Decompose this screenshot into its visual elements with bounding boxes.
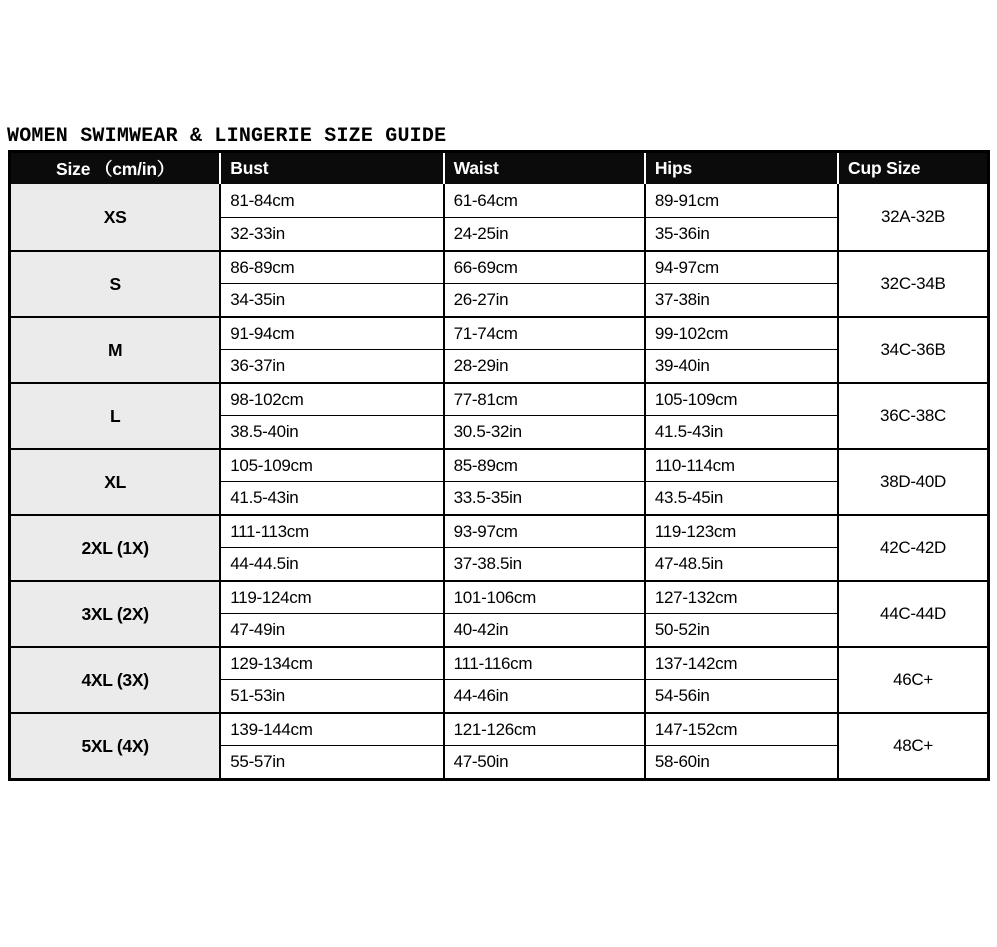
waist-in-cell: 40-42in <box>443 613 644 646</box>
bust-cm-cell: 91-94cm <box>219 316 442 349</box>
size-label-cell: 5XL (4X) <box>11 712 219 778</box>
waist-in-cell: 28-29in <box>443 349 644 382</box>
hips-cm-cell: 110-114cm <box>644 448 837 481</box>
header-row <box>11 153 987 184</box>
bust-in-cell: 47-49in <box>219 613 442 646</box>
size-label-cell: 4XL (3X) <box>11 646 219 712</box>
cup-size-cell: 46C+ <box>837 646 987 712</box>
size-label-cell: XS <box>11 184 219 250</box>
bust-cm-cell: 129-134cm <box>219 646 442 679</box>
hips-in-cell: 58-60in <box>644 745 837 778</box>
waist-cm-cell: 85-89cm <box>443 448 644 481</box>
bust-in-cell: 38.5-40in <box>219 415 442 448</box>
hips-cm-cell: 94-97cm <box>644 250 837 283</box>
cup-size-cell: 34C-36B <box>837 316 987 382</box>
size-guide-body <box>11 184 987 778</box>
hips-in-cell: 39-40in <box>644 349 837 382</box>
size-label-cell: L <box>11 382 219 448</box>
hips-in-cell: 43.5-45in <box>644 481 837 514</box>
size-row-cm <box>11 250 987 283</box>
hips-in-cell: 37-38in <box>644 283 837 316</box>
cup-size-cell: 36C-38C <box>837 382 987 448</box>
column-header-size: Size （cm/in） <box>11 153 219 184</box>
size-label-cell: M <box>11 316 219 382</box>
size-row-cm <box>11 316 987 349</box>
bust-in-cell: 36-37in <box>219 349 442 382</box>
waist-cm-cell: 101-106cm <box>443 580 644 613</box>
hips-cm-cell: 99-102cm <box>644 316 837 349</box>
size-row-cm <box>11 382 987 415</box>
bust-cm-cell: 119-124cm <box>219 580 442 613</box>
bust-in-cell: 32-33in <box>219 217 442 250</box>
bust-cm-cell: 81-84cm <box>219 184 442 217</box>
cup-size-cell: 38D-40D <box>837 448 987 514</box>
cup-size-cell: 32C-34B <box>837 250 987 316</box>
waist-cm-cell: 77-81cm <box>443 382 644 415</box>
bust-in-cell: 34-35in <box>219 283 442 316</box>
waist-in-cell: 37-38.5in <box>443 547 644 580</box>
cup-size-cell: 44C-44D <box>837 580 987 646</box>
bust-in-cell: 41.5-43in <box>219 481 442 514</box>
size-guide-table <box>8 150 990 781</box>
bust-in-cell: 51-53in <box>219 679 442 712</box>
hips-in-cell: 50-52in <box>644 613 837 646</box>
size-guide-header <box>11 153 987 184</box>
size-row-cm <box>11 184 987 217</box>
hips-cm-cell: 105-109cm <box>644 382 837 415</box>
hips-in-cell: 47-48.5in <box>644 547 837 580</box>
bust-cm-cell: 98-102cm <box>219 382 442 415</box>
bust-cm-cell: 105-109cm <box>219 448 442 481</box>
size-label-cell: S <box>11 250 219 316</box>
hips-cm-cell: 89-91cm <box>644 184 837 217</box>
hips-in-cell: 41.5-43in <box>644 415 837 448</box>
cup-size-cell: 42C-42D <box>837 514 987 580</box>
size-row-cm <box>11 514 987 547</box>
waist-in-cell: 30.5-32in <box>443 415 644 448</box>
cup-size-cell: 32A-32B <box>837 184 987 250</box>
waist-in-cell: 24-25in <box>443 217 644 250</box>
waist-cm-cell: 93-97cm <box>443 514 644 547</box>
bust-cm-cell: 86-89cm <box>219 250 442 283</box>
waist-cm-cell: 121-126cm <box>443 712 644 745</box>
bust-cm-cell: 111-113cm <box>219 514 442 547</box>
bust-in-cell: 44-44.5in <box>219 547 442 580</box>
waist-cm-cell: 61-64cm <box>443 184 644 217</box>
column-header-cup-size: Cup Size <box>837 153 987 184</box>
waist-in-cell: 47-50in <box>443 745 644 778</box>
hips-cm-cell: 147-152cm <box>644 712 837 745</box>
waist-cm-cell: 71-74cm <box>443 316 644 349</box>
waist-cm-cell: 66-69cm <box>443 250 644 283</box>
waist-in-cell: 26-27in <box>443 283 644 316</box>
hips-cm-cell: 119-123cm <box>644 514 837 547</box>
size-label-cell: XL <box>11 448 219 514</box>
waist-in-cell: 33.5-35in <box>443 481 644 514</box>
hips-in-cell: 54-56in <box>644 679 837 712</box>
column-header-bust: Bust <box>219 153 442 184</box>
size-label-cell: 2XL (1X) <box>11 514 219 580</box>
size-row-cm <box>11 580 987 613</box>
hips-in-cell: 35-36in <box>644 217 837 250</box>
hips-cm-cell: 127-132cm <box>644 580 837 613</box>
page-title: WOMEN SWIMWEAR & LINGERIE SIZE GUIDE <box>7 125 447 148</box>
size-row-cm <box>11 646 987 679</box>
column-header-hips: Hips <box>644 153 837 184</box>
waist-cm-cell: 111-116cm <box>443 646 644 679</box>
waist-in-cell: 44-46in <box>443 679 644 712</box>
bust-in-cell: 55-57in <box>219 745 442 778</box>
bust-cm-cell: 139-144cm <box>219 712 442 745</box>
size-label-cell: 3XL (2X) <box>11 580 219 646</box>
hips-cm-cell: 137-142cm <box>644 646 837 679</box>
size-row-cm <box>11 712 987 745</box>
column-header-waist: Waist <box>443 153 644 184</box>
cup-size-cell: 48C+ <box>837 712 987 778</box>
size-row-cm <box>11 448 987 481</box>
